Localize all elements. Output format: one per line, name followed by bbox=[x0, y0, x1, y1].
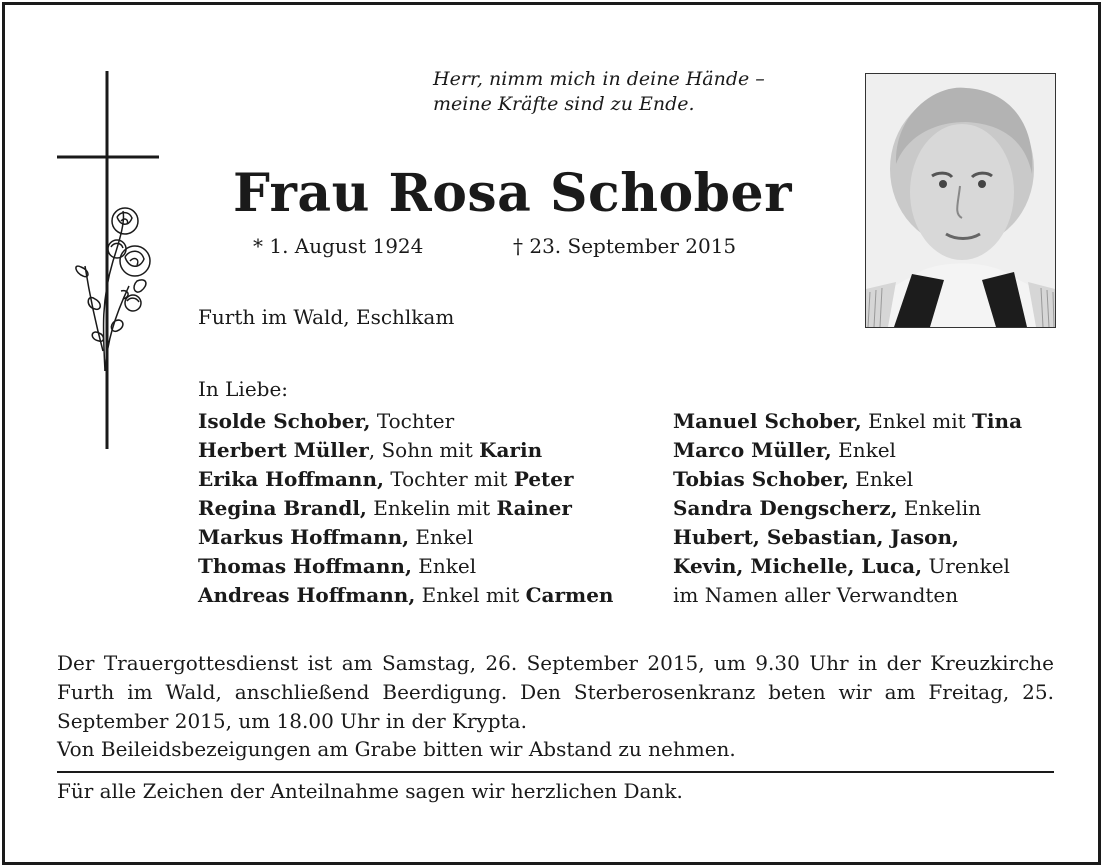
mourner-name: Markus Hoffmann, bbox=[198, 525, 410, 549]
mourner-relation: Enkel mit bbox=[861, 409, 973, 433]
mourner-partner: Karin bbox=[479, 438, 543, 462]
service-announcement: Der Trauergottesdienst ist am Samstag, 26. September 2015, um 9.30 Uhr in der Kreuzkirche Furth im Wald, anschließend Beerdigung. Den Sterberosenkranz beten wir am Freitag, 25. September 2015, um 18.00 Uhr in der Krypta. bbox=[57, 651, 1054, 733]
mourner-row bbox=[673, 523, 1022, 552]
mourners-intro: In Liebe: bbox=[198, 377, 289, 401]
mourner-relation: im Namen aller Verwandten bbox=[673, 583, 959, 607]
mourner-relation: Enkelin bbox=[897, 496, 982, 520]
mourner-row bbox=[673, 436, 1022, 465]
mourner-row bbox=[673, 494, 1022, 523]
mourner-name: Erika Hoffmann, bbox=[198, 467, 384, 491]
quote-line-2: meine Kräfte sind zu Ende. bbox=[433, 93, 695, 115]
mourner-name: Thomas Hoffmann, bbox=[198, 554, 412, 578]
mourner-name: Andreas Hoffmann, bbox=[198, 583, 416, 607]
mourner-relation: Enkelin mit bbox=[366, 496, 497, 520]
birth-date: * 1. August 1924 bbox=[253, 234, 424, 258]
thanks-note: Für alle Zeichen der Anteilnahme sagen wir herzlichen Dank. bbox=[57, 779, 683, 803]
mourner-relation: Enkel bbox=[409, 525, 474, 549]
condolence-note: Von Beileidsbezeigungen am Grabe bitten wir Abstand zu nehmen. bbox=[57, 737, 736, 761]
mourner-partner: Tina bbox=[972, 409, 1023, 433]
mourner-name: Regina Brandl, bbox=[198, 496, 367, 520]
mourner-row bbox=[198, 436, 613, 465]
mourner-relation: Enkel bbox=[848, 467, 914, 491]
obituary-card bbox=[2, 2, 1101, 865]
mourner-name: Tobias Schober, bbox=[673, 467, 849, 491]
mourner-partner: Rainer bbox=[496, 496, 572, 520]
mourner-row bbox=[673, 407, 1022, 436]
mourner-relation: Enkel bbox=[411, 554, 477, 578]
divider bbox=[57, 771, 1054, 773]
deceased-name: Frau Rosa Schober bbox=[233, 163, 793, 224]
mourner-name: Kevin, Michelle, Luca, bbox=[673, 554, 923, 578]
mourner-partner: Peter bbox=[513, 467, 574, 491]
hometown: Furth im Wald, Eschlkam bbox=[198, 305, 455, 329]
mourner-name: Marco Müller, bbox=[673, 438, 832, 462]
mourners-right-column bbox=[673, 407, 1022, 610]
mourner-name: Isolde Schober, bbox=[198, 409, 371, 433]
mourner-name: Hubert, Sebastian, Jason, bbox=[673, 525, 960, 549]
quote bbox=[433, 67, 765, 117]
mourner-relation: Enkel mit bbox=[415, 583, 526, 607]
quote-line-1: Herr, nimm mich in deine Hände – bbox=[433, 68, 765, 90]
mourner-name: Sandra Dengscherz, bbox=[673, 496, 898, 520]
mourner-row bbox=[198, 407, 613, 436]
mourner-partner: Carmen bbox=[525, 583, 614, 607]
mourner-name: Manuel Schober, bbox=[673, 409, 862, 433]
mourner-row bbox=[198, 523, 613, 552]
mourners-left-column bbox=[198, 407, 613, 610]
mourner-row bbox=[198, 465, 613, 494]
mourner-relation: Enkel bbox=[831, 438, 896, 462]
mourner-row bbox=[198, 552, 613, 581]
portrait-photo bbox=[865, 73, 1056, 328]
mourner-relation: , Sohn mit bbox=[368, 438, 480, 462]
mourner-row bbox=[673, 581, 1022, 610]
mourner-row bbox=[673, 552, 1022, 581]
mourner-row bbox=[198, 581, 613, 610]
death-date: † 23. September 2015 bbox=[513, 234, 737, 258]
mourner-row bbox=[198, 494, 613, 523]
mourner-relation: Urenkel bbox=[922, 554, 1010, 578]
mourner-row bbox=[673, 465, 1022, 494]
mourner-relation: Tochter bbox=[370, 409, 455, 433]
mourner-name: Herbert Müller bbox=[198, 438, 369, 462]
cross-with-roses-icon bbox=[55, 71, 165, 451]
mourner-relation: Tochter mit bbox=[383, 467, 514, 491]
